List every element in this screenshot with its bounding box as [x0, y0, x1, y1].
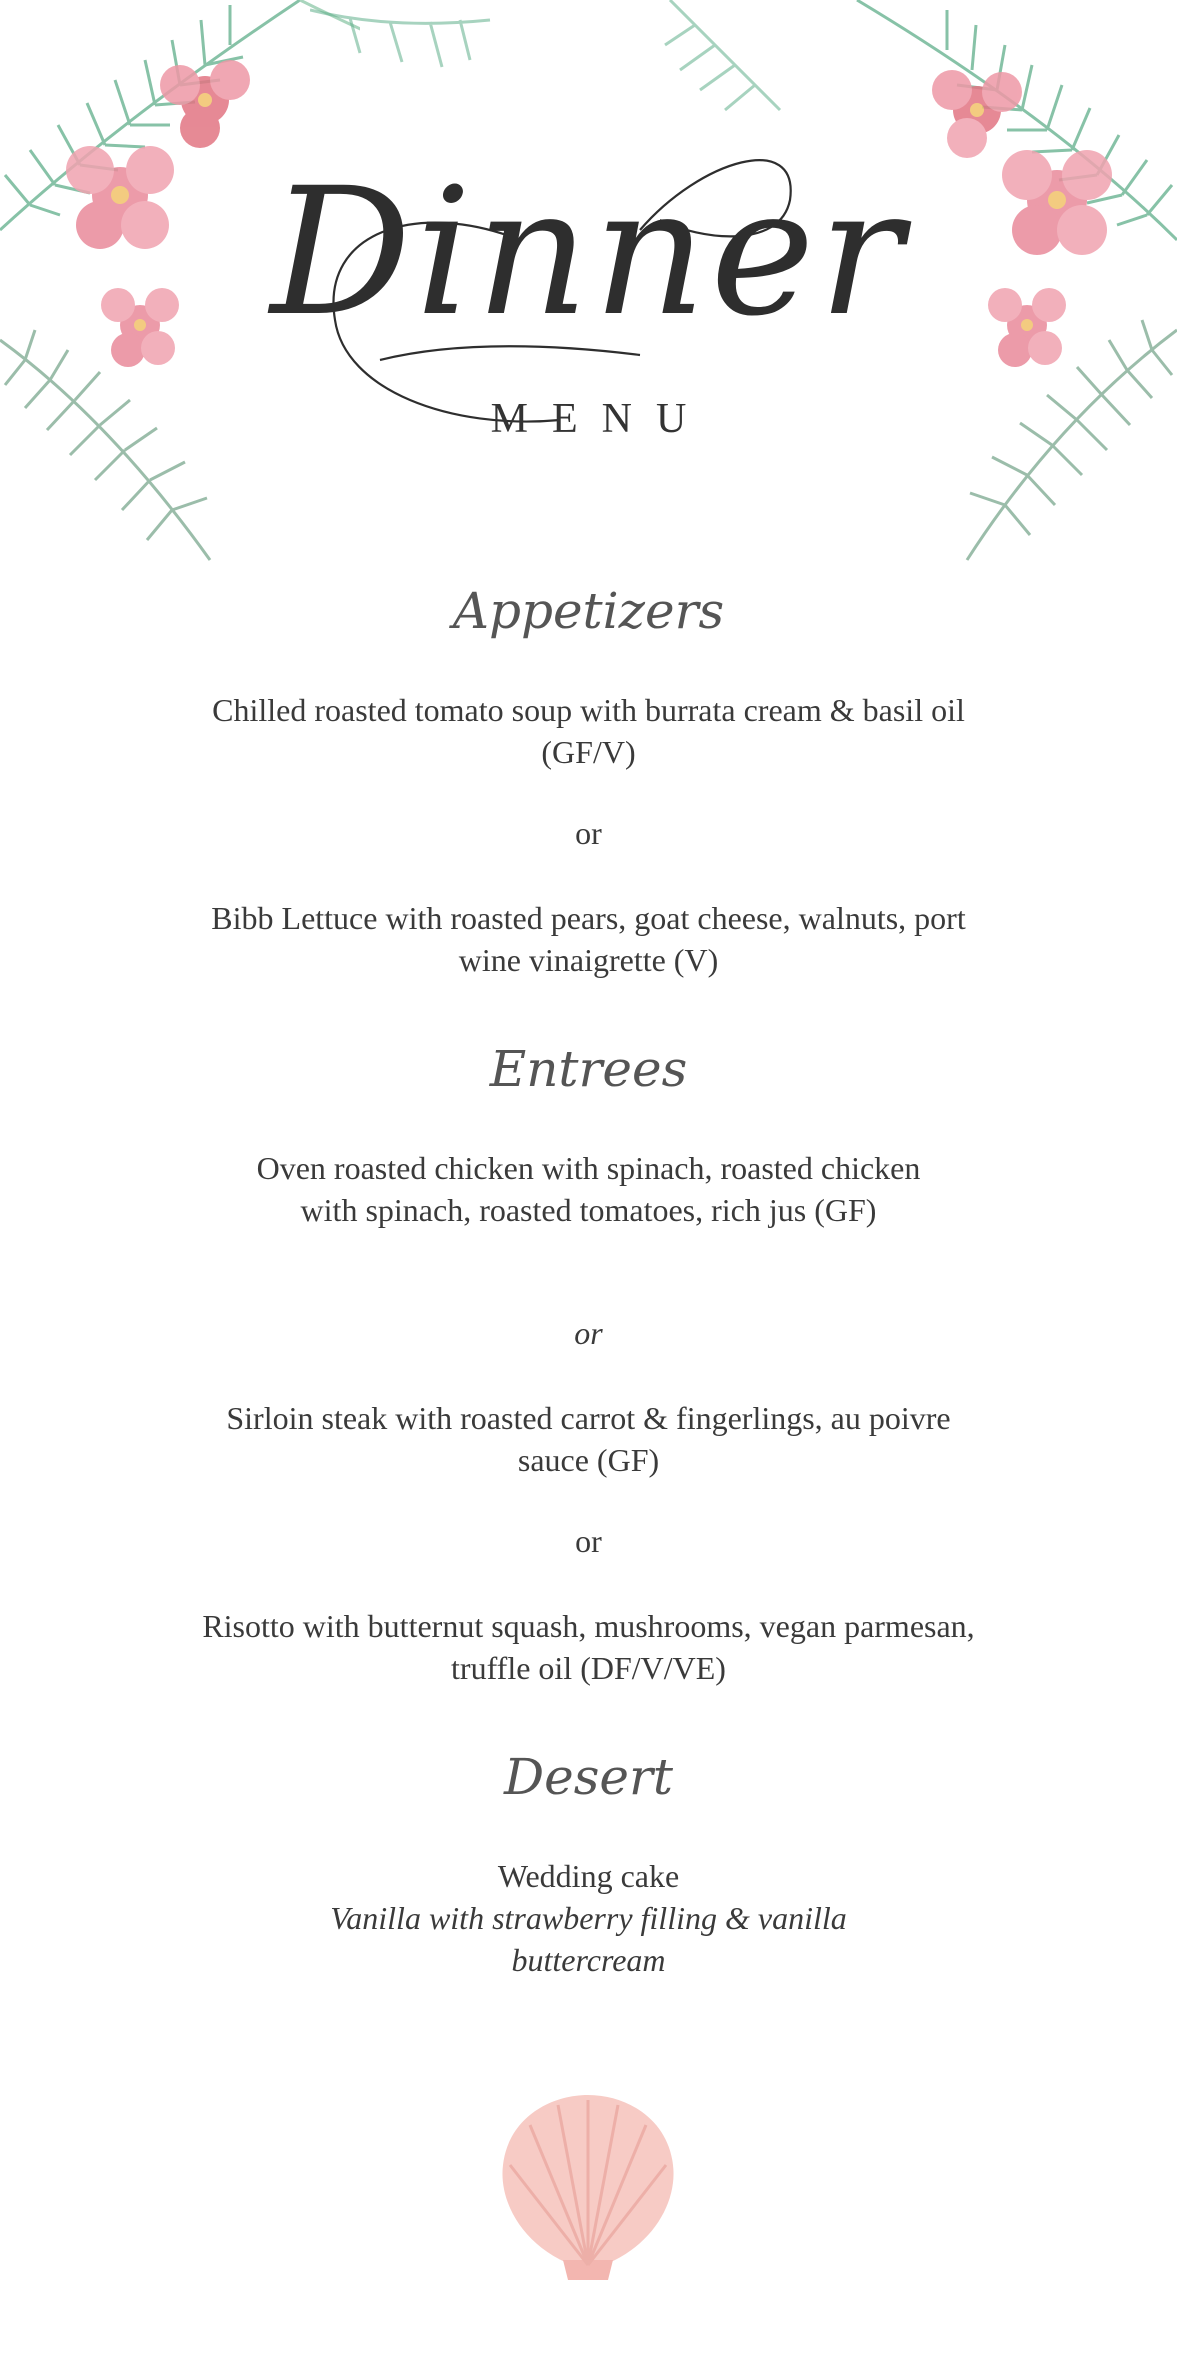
section-title-dessert: Desert	[504, 1748, 673, 1806]
menu-or-separator: or	[575, 1523, 602, 1559]
menu-item-appetizer-1: Chilled roasted tomato soup with burrata cream & basil oil (GF/V)	[212, 692, 965, 770]
seashell-icon	[488, 2085, 688, 2285]
page-title: Dinner	[270, 150, 907, 355]
menu-item-appetizer-2: Bibb Lettuce with roasted pears, goat cheese, walnuts, port wine vinaigrette (V)	[211, 900, 966, 978]
menu-or-separator: or	[575, 815, 602, 851]
section-title-appetizers: Appetizers	[452, 582, 725, 640]
menu-item-dessert: Wedding cake	[497, 1858, 680, 1894]
menu-item-dessert-description: Vanilla with strawberry filling & vanilla buttercream	[330, 1900, 847, 1978]
menu-item-entree-2: Sirloin steak with roasted carrot & fingerlings, au poivre sauce (GF)	[226, 1400, 951, 1478]
section-title-entrees: Entrees	[489, 1040, 688, 1098]
menu-or-separator: or	[574, 1315, 603, 1351]
page-subtitle: MENU	[490, 396, 711, 442]
menu-item-entree-1: Oven roasted chicken with spinach, roasted chicken with spinach, roasted tomatoes, rich jus (GF)	[256, 1150, 921, 1228]
menu-item-entree-3: Risotto with butternut squash, mushrooms, vegan parmesan, truffle oil (DF/V/VE)	[202, 1608, 975, 1686]
